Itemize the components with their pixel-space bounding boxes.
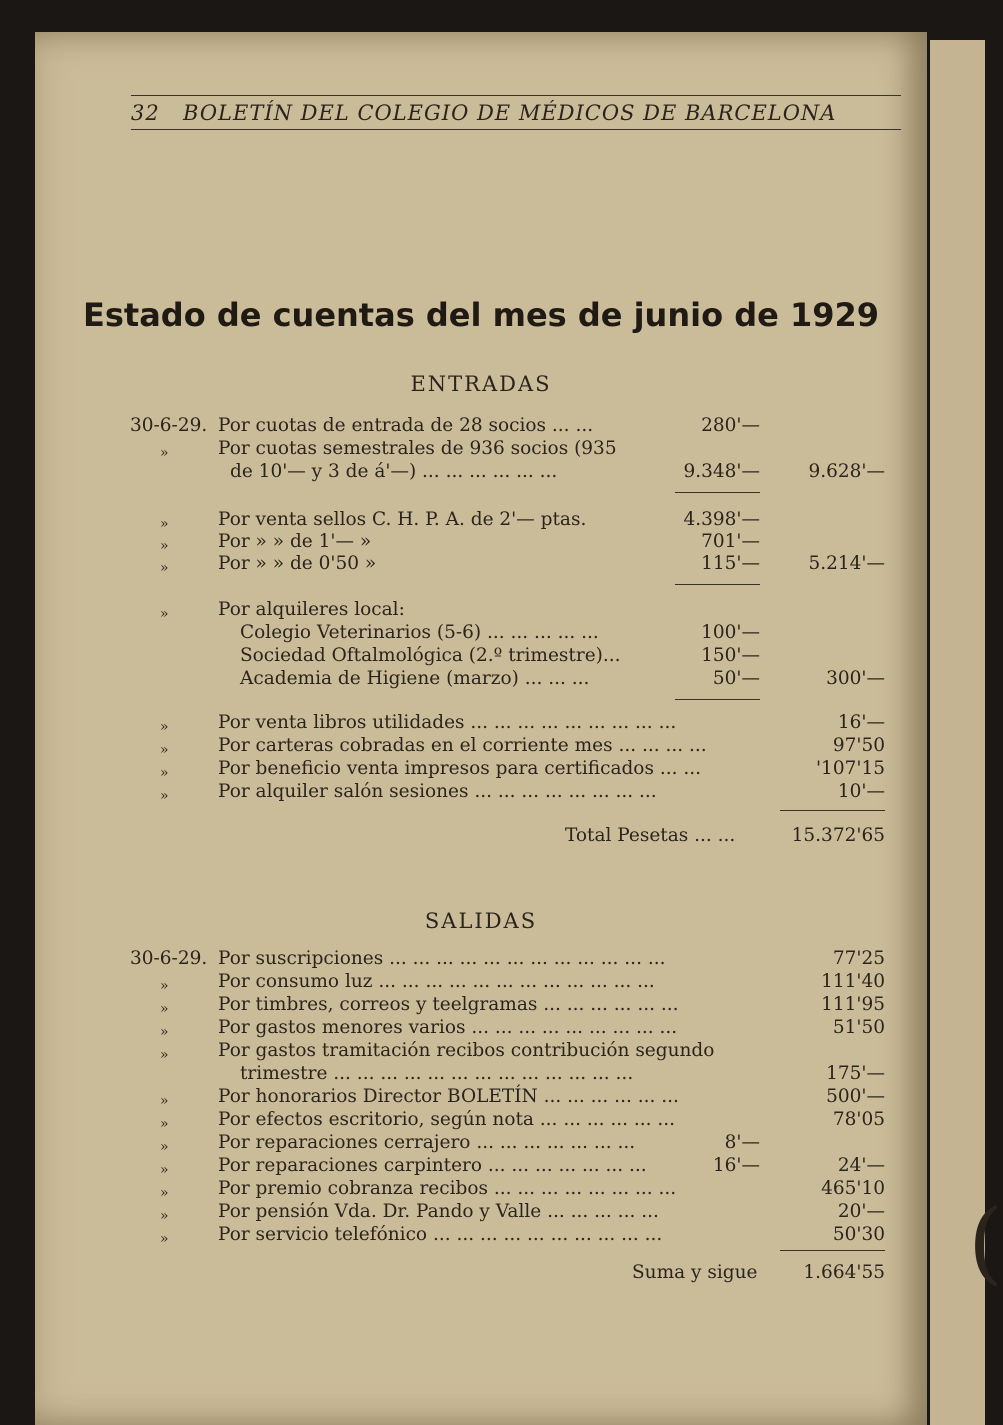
entry-subtotal: 111'40 [821,971,885,992]
ditto-mark: » [160,445,169,461]
entry-desc: Por gastos menores varios ... ... ... ... ... ... ... ... ... [218,1017,678,1038]
header-rule-top [131,95,901,96]
ditto-mark: » [160,1162,169,1178]
entry-desc: Por suscripciones ... ... ... ... ... ... ... ... ... ... ... ... [218,948,666,969]
entry-subtotal: 300'— [826,668,885,689]
entry-amount: 16'— [712,1155,760,1176]
entry-subtotal: 175'— [826,1063,885,1084]
ditto-mark: » [160,719,169,735]
entry-desc-cont: de 10'— y 3 de á'—) ... ... ... ... ... ... [230,461,558,482]
entry-amount: 9.348'— [683,461,760,482]
entry-date: 30-6-29. [130,948,208,969]
sum-label: Suma y sigue [632,1262,758,1283]
ditto-mark: » [160,978,169,994]
entry-subtotal: 24'— [837,1155,885,1176]
entry-desc: Por efectos escritorio, según nota ... ... ... ... ... ... [218,1109,676,1130]
sum-rule [675,699,760,700]
entry-subtotal: 5.214'— [808,553,885,574]
ditto-mark: » [160,765,169,781]
total-label: Total Pesetas ... ... [565,825,736,846]
ditto-mark: » [160,742,169,758]
ditto-mark: » [160,560,169,576]
entry-subtotal: 20'— [837,1201,885,1222]
entry-desc: Por consumo luz ... ... ... ... ... ... ... ... ... ... ... ... [218,971,655,992]
entry-amount: 150'— [701,645,760,666]
sum-rule [675,492,760,493]
entry-desc: Por timbres, correos y teelgramas ... ... ... ... ... ... [218,994,679,1015]
entry-amount: 701'— [701,531,760,552]
page-title: Estado de cuentas del mes de junio de 1929 [82,296,880,334]
entry-desc: Por honorarios Director BOLETÍN ... ... ... ... ... ... [218,1086,679,1107]
entry-desc: Por carteras cobradas en el corriente mes ... ... ... ... [218,735,707,756]
ditto-mark: » [160,538,169,554]
entry-amount: 280'— [701,415,760,436]
entry-desc: Por premio cobranza recibos ... ... ... ... ... ... ... ... [218,1178,677,1199]
ditto-mark: » [160,606,169,622]
document-page [35,32,927,1425]
total-amount: 15.372'65 [791,825,885,846]
entry-desc: Por pensión Vda. Dr. Pando y Valle ... ... ... ... ... [218,1201,659,1222]
section-heading-entradas: ENTRADAS [410,372,552,396]
running-header [131,99,891,129]
entry-subtotal: 500'— [826,1086,885,1107]
entry-desc: Por reparaciones cerrajero ... ... ... ... ... ... ... [218,1132,636,1153]
entry-subtotal: 51'50 [832,1017,885,1038]
total-rule [780,1250,885,1251]
entry-desc: Por venta sellos C. H. P. A. de 2'— ptas. [218,509,587,530]
entry-amount: 50'— [712,668,760,689]
entry-desc: Por » » de 0'50 » [218,553,377,574]
entry-subtotal: '107'15 [815,758,885,779]
entry-desc: Por cuotas semestrales de 936 socios (935 [218,438,617,459]
entry-subtotal: 78'05 [832,1109,885,1130]
entry-desc: Por alquiler salón sesiones ... ... ... ... ... ... ... ... [218,781,657,802]
entry-desc: Por cuotas de entrada de 28 socios ... ... [218,415,594,436]
entry-desc-sub: Sociedad Oftalmológica (2.º trimestre)... [240,645,621,666]
sum-rule [675,584,760,585]
ditto-mark: » [160,1024,169,1040]
entry-amount: 4.398'— [683,509,760,530]
entry-desc-sub: Academia de Higiene (marzo) ... ... ... [240,668,590,689]
entry-date: 30-6-29. [130,415,208,436]
ditto-mark: » [160,788,169,804]
total-rule [780,810,885,811]
header-rule-bottom [131,129,901,130]
ditto-mark: » [160,1231,169,1247]
entry-subtotal: 9.628'— [808,461,885,482]
entry-subtotal: 77'25 [832,948,885,969]
page-number: 32 [131,101,160,125]
ditto-mark: » [160,1185,169,1201]
entry-desc: Por venta libros utilidades ... ... ... ... ... ... ... ... ... [218,712,677,733]
entry-desc-cont: trimestre ... ... ... ... ... ... ... ... ... ... ... ... ... [240,1063,634,1084]
entry-amount: 115'— [701,553,760,574]
entry-desc: Por gastos tramitación recibos contribución segundo [218,1040,715,1061]
entry-subtotal: 111'95 [821,994,885,1015]
ditto-mark: » [160,516,169,532]
entry-subtotal: 50'30 [832,1224,885,1245]
entry-subtotal: 465'10 [821,1178,885,1199]
entry-amount: 100'— [701,622,760,643]
ditto-mark: » [160,1139,169,1155]
ditto-mark: » [160,1116,169,1132]
entry-amount: 8'— [724,1132,760,1153]
ditto-mark: » [160,1047,169,1063]
entry-desc: Por reparaciones carpintero ... ... ... ... ... ... ... [218,1155,647,1176]
entry-subtotal: 10'— [837,781,885,802]
entry-subtotal: 16'— [837,712,885,733]
journal-title: BOLETÍN DEL COLEGIO DE MÉDICOS DE BARCELONA [183,101,837,125]
entry-subtotal: 97'50 [832,735,885,756]
adjacent-page-glyph: ( [968,1190,1003,1295]
entry-desc: Por servicio telefónico ... ... ... ... ... ... ... ... ... ... [218,1224,663,1245]
ditto-mark: » [160,1093,169,1109]
sum-amount: 1.664'55 [803,1262,885,1283]
entry-desc: Por beneficio venta impresos para certificados ... ... [218,758,701,779]
section-heading-salidas: SALIDAS [424,909,538,933]
entry-desc: Por » » de 1'— » [218,531,372,552]
ditto-mark: » [160,1208,169,1224]
entry-desc: Por alquileres local: [218,599,405,620]
entry-desc-sub: Colegio Veterinarios (5-6) ... ... ... ... ... [240,622,599,643]
ditto-mark: » [160,1001,169,1017]
